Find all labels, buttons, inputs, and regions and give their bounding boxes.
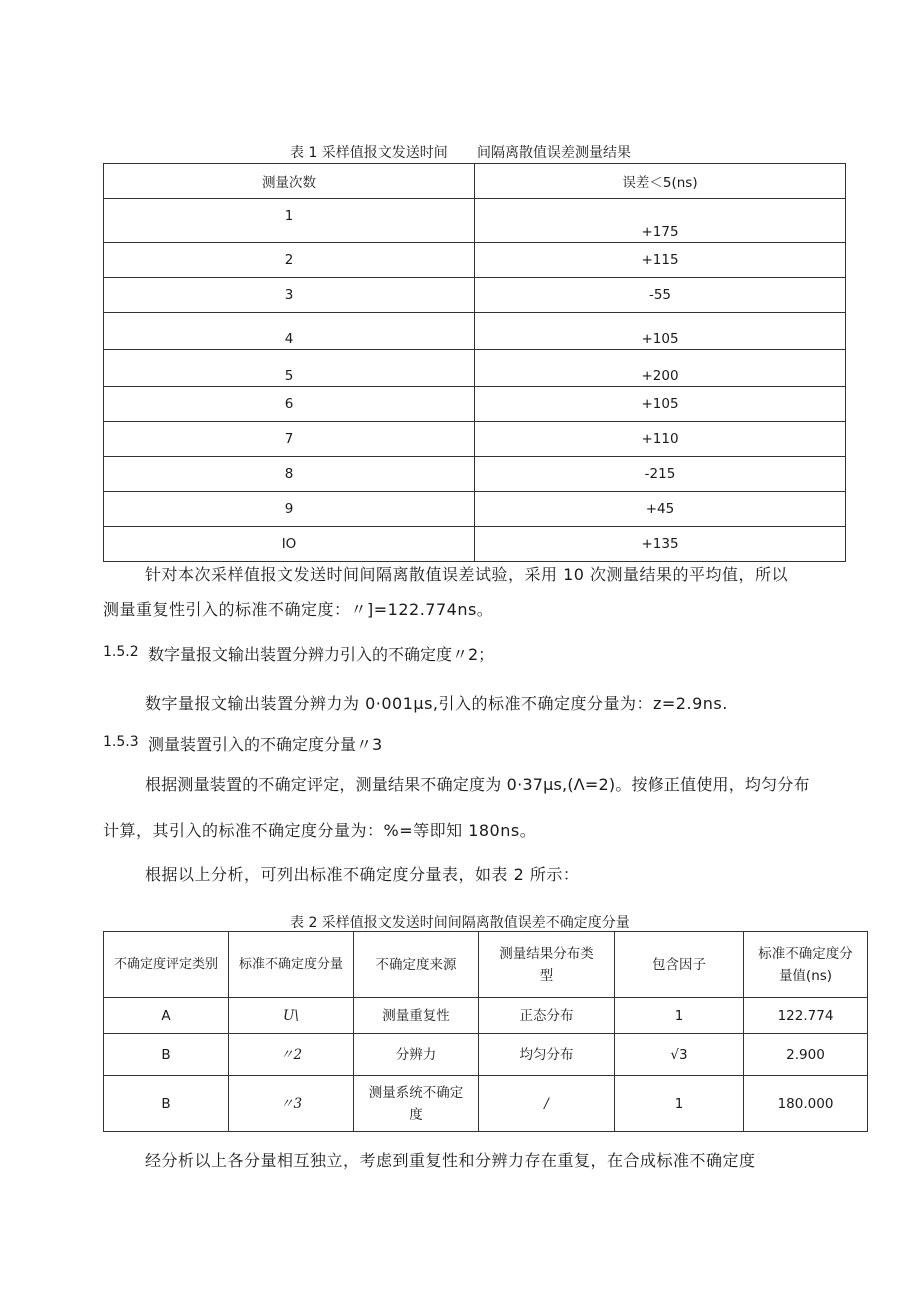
table2-header-value: 标准不确定度分量值(ns) (744, 932, 868, 998)
paragraph-4: 根据以上分析，可列出标准不确定度分量表，如表 2 所示： (145, 865, 580, 884)
table-row (104, 492, 846, 527)
table1-cell-count: 1 (104, 199, 475, 243)
paragraph-1-line-2: 测量重复性引入的标准不确定度：〃]=122.774ns。 (103, 600, 494, 619)
table2-header-category: 不确定度评定类别 (104, 932, 229, 998)
table1-cell-count: IO (104, 527, 475, 562)
table-row (104, 278, 846, 313)
table2-cell-coverage-factor: 1 (615, 1076, 744, 1132)
table2-cell-category: A (104, 998, 229, 1034)
table2-cell-component: U\ (229, 998, 354, 1034)
table-row (104, 998, 868, 1034)
table-row (104, 422, 846, 457)
table1-header-count: 测量次数 (104, 164, 475, 199)
table2-cell-value: 180.000 (744, 1076, 868, 1132)
paragraph-2: 数字量报文输出装置分辨力为 0·001μs,引入的标准不确定度分量为：z=2.9ns. (145, 694, 728, 713)
table1-cell-error: -55 (475, 278, 846, 313)
table1-cell-count: 4 (104, 313, 475, 350)
table2-header-distribution: 测量结果分布类型 (479, 932, 615, 998)
table2-header-coverage-factor: 包含因子 (615, 932, 744, 998)
paragraph-3-line-1: 根据测量装置的不确定评定，测量结果不确定度为 0·37μs,(Λ=2)。按修正值使用，均匀分布 (145, 775, 810, 794)
section-1-5-2-title: 数字量报文输出装置分辨力引入的不确定度〃2； (148, 645, 495, 664)
table1-cell-error: +105 (475, 313, 846, 350)
table-row (104, 457, 846, 492)
table-row (104, 313, 846, 350)
table-row (104, 1034, 868, 1076)
paragraph-1-line-1: 针对本次采样值报文发送时间间隔离散值误差试验，采用 10 次测量结果的平均值，所以 (145, 565, 789, 584)
table-row (104, 527, 846, 562)
table-row (104, 243, 846, 278)
table2-header-component: 标准不确定度分量 (229, 932, 354, 998)
table1-header-row (104, 164, 846, 199)
table2-cell-source: 分辨力 (354, 1034, 479, 1076)
table1-caption-left: 表 1 采样值报文发送时间 (290, 145, 448, 161)
table2-cell-distribution: 均匀分布 (479, 1034, 615, 1076)
table1-cell-error: -215 (475, 457, 846, 492)
table1 (103, 163, 846, 562)
table2-cell-component: 〃2 (229, 1034, 354, 1076)
table1-cell-error: +105 (475, 387, 846, 422)
table2-cell-distribution: / (479, 1076, 615, 1132)
table-row (104, 1076, 868, 1132)
table1-cell-error: +110 (475, 422, 846, 457)
table2-header-source: 不确定度来源 (354, 932, 479, 998)
table2-cell-source: 测量系统不确定度 (354, 1076, 479, 1132)
section-1-5-2-number: 1.5.2 (103, 644, 139, 660)
table1-header-error: 误差＜5(ns) (475, 164, 846, 199)
table1-cell-count: 8 (104, 457, 475, 492)
table-row (104, 350, 846, 387)
table2-cell-distribution: 正态分布 (479, 998, 615, 1034)
table2 (103, 931, 868, 1132)
section-1-5-3-title: 测量装置引入的不确定度分量〃3 (148, 735, 383, 754)
table2-cell-value: 122.774 (744, 998, 868, 1034)
table1-cell-error: +200 (475, 350, 846, 387)
table1-cell-count: 2 (104, 243, 475, 278)
table-row (104, 387, 846, 422)
table2-cell-category: B (104, 1034, 229, 1076)
table2-cell-source: 测量重复性 (354, 998, 479, 1034)
table1-cell-error: +45 (475, 492, 846, 527)
paragraph-3-line-2: 计算，其引入的标准不确定度分量为：%=等即知 180ns。 (103, 821, 537, 840)
table1-caption-right: 间隔离散值误差测量结果 (477, 145, 631, 161)
table2-cell-coverage-factor: √3 (615, 1034, 744, 1076)
paragraph-5: 经分析以上各分量相互独立，考虑到重复性和分辨力存在重复，在合成标准不确定度 (145, 1151, 756, 1170)
table-row (104, 199, 846, 243)
table1-cell-count: 5 (104, 350, 475, 387)
table2-cell-value: 2.900 (744, 1034, 868, 1076)
table1-cell-error: +115 (475, 243, 846, 278)
table2-cell-coverage-factor: 1 (615, 998, 744, 1034)
section-1-5-3-number: 1.5.3 (103, 734, 139, 750)
table1-cell-count: 7 (104, 422, 475, 457)
table1-cell-error: +135 (475, 527, 846, 562)
table1-cell-error: +175 (475, 199, 846, 243)
table2-caption: 表 2 采样值报文发送时间间隔离散值误差不确定度分量 (290, 915, 630, 931)
table2-cell-category: B (104, 1076, 229, 1132)
table1-cell-count: 9 (104, 492, 475, 527)
table1-cell-count: 3 (104, 278, 475, 313)
table2-cell-component: 〃3 (229, 1076, 354, 1132)
table2-header-row (104, 932, 868, 998)
table1-cell-count: 6 (104, 387, 475, 422)
